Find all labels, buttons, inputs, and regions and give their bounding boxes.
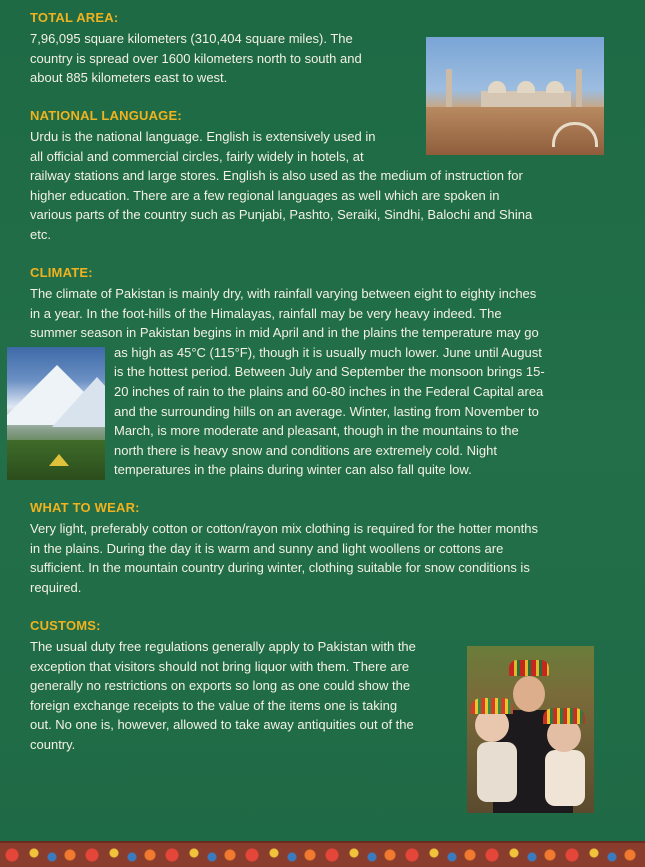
text-climate: The climate of Pakistan is mainly dry, with rainfall varying between eight to eighty inches in a year. In the foot-hills of the Himalayas, rainfall may be very heavy indeed. The summer season in Pakistan begins in mid April and in the plains the temperature may go as high as 45°C (115°F), though it is usually much lower. June until August is the hottest period. Between July and September the monsoon brings 15- 20 inches of rain to the plains and 60-80 inches in the Federal Capital area and the surrounding hills on an average. Winter, lasting from November to March, is more moderate and pleasant, though in the mountains to the north there is heavy snow and conditions are extremely cold. Night temperatures in the plains during winter can also fall quite low.: [30, 286, 545, 478]
heading-customs: CUSTOMS:: [30, 618, 101, 633]
section-total-area: [30, 10, 410, 88]
people-photo: [467, 646, 594, 813]
text-national-language: Urdu is the national language. English is extensively used in all official and commercial circles, fairly widely in hotels, at railway stations and large stores. English is also used as the medium of instruction for higher education. There are a few regional languages as well which are spoken in various parts of the country such as Punjabi, Pashto, Seraiki, Sindhi, Balochi and Shina etc.: [30, 129, 533, 242]
heading-what-to-wear: WHAT TO WEAR:: [30, 500, 140, 515]
floral-border: [0, 841, 645, 867]
text-what-to-wear: Very light, preferably cotton or cotton/rayon mix clothing is required for the hotter months in the plains. During the day it is warm and sunny and light woollens or cottons are sufficient. In the mountain country during winter, clothing suitable for snow conditions is required.: [30, 521, 538, 595]
section-what-to-wear: [30, 500, 615, 597]
text-customs: The usual duty free regulations generally apply to Pakistan with the exception that visitors should not bring liquor with them. There are generally no restrictions on exports so long as one could show the foreign exchange receipts to the value of the items one is taking out. No one is, however, allowed to take away antiquities out of the country.: [30, 639, 416, 752]
section-customs: [30, 618, 460, 755]
mountain-photo: [7, 347, 105, 480]
heading-national-language: NATIONAL LANGUAGE:: [30, 108, 182, 123]
text-total-area: 7,96,095 square kilometers (310,404 square miles). The country is spread over 1600 kilometers north to south and about 885 kilometers east to west.: [30, 31, 362, 86]
section-national-language: [30, 108, 605, 245]
heading-total-area: TOTAL AREA:: [30, 10, 119, 25]
section-climate: [30, 265, 610, 480]
heading-climate: CLIMATE:: [30, 265, 93, 280]
